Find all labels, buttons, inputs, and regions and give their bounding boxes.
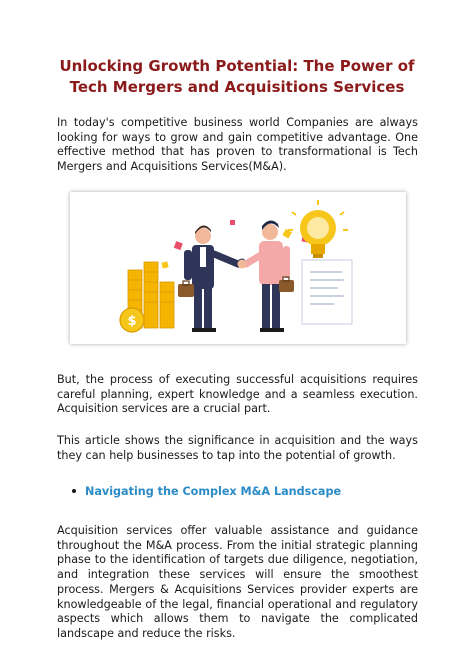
services-paragraph: Acquisition services offer valuable assistance and guidance throughout the M&A process. From the initial strategic planning phase to the identification of targets due diligence, negotiation, and integration these services will ensure the smoothest process. Mergers & Acquisitions Services provider experts are knowledgeable of the legal, financial operational and regulatory aspects which allows them to navigate the complicated landscape and reduce the risks. — [57, 524, 418, 640]
businessman-icon — [184, 225, 216, 332]
bullet-heading — [72, 485, 341, 498]
bullet-dot-icon — [72, 489, 76, 493]
dollar-coin-icon — [120, 308, 144, 332]
intro-paragraph: In today's competitive business world Companies are always looking for ways to grow and gain competitive advantage. One effective method that has proven to transformational is Tech Mergers and Acquisitions Services(M&A). — [57, 116, 418, 174]
bullet-heading-text: Navigating the Complex M&A Landscape — [85, 485, 342, 498]
svg-text:$: $ — [127, 314, 137, 329]
handshake-illustration — [70, 192, 406, 344]
document-icon — [302, 260, 352, 324]
article-paragraph: This article shows the significance in acquisition and the ways they can help businesses to tap into the potential of growth. — [57, 434, 418, 462]
page-title: Unlocking Growth Potential: The Power of Tech Mergers and Acquisitions Services — [59, 57, 415, 96]
briefcase-icon — [178, 281, 194, 297]
process-paragraph: But, the process of executing successful acquisitions requires careful planning, expert knowledge and a seamless execution. Acquisition services are a crucial part. — [57, 373, 418, 416]
handshake-icon — [214, 252, 266, 269]
lightbulb-icon — [288, 200, 348, 258]
